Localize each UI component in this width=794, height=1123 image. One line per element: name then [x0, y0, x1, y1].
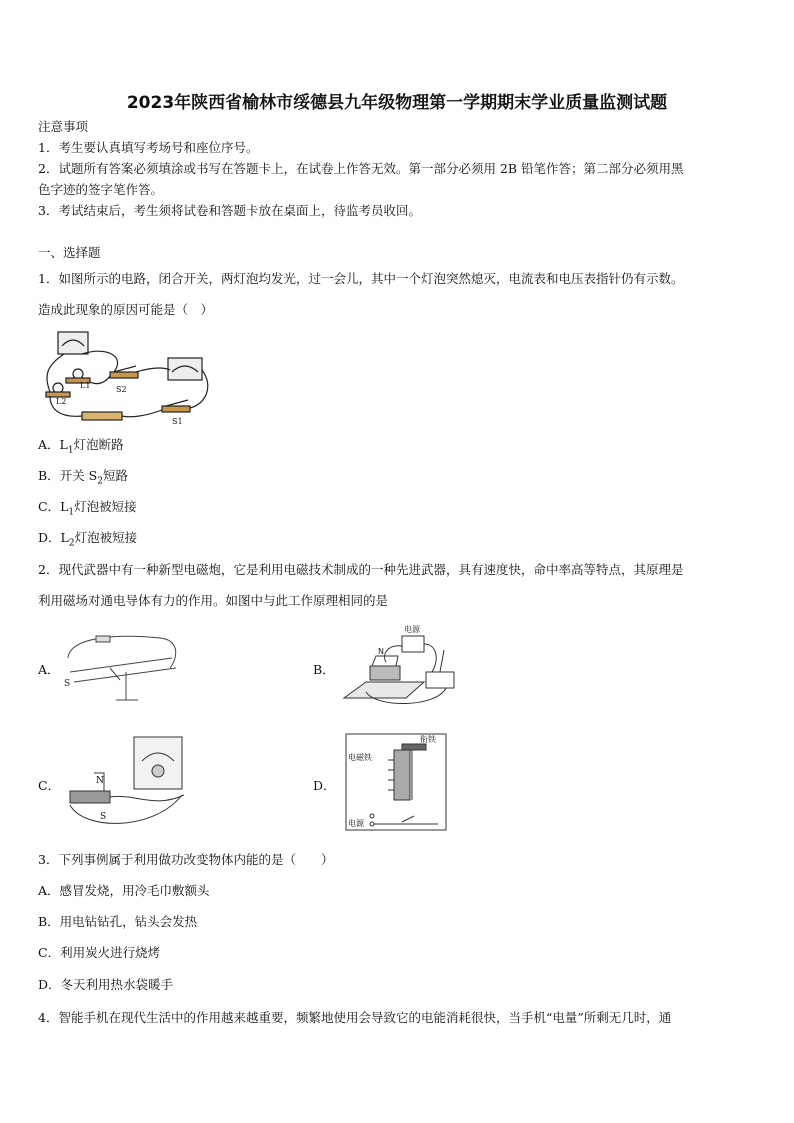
figure-a-rails — [60, 628, 190, 710]
option-a: A．感冒发烧，用冷毛巾敷额头 — [38, 883, 210, 898]
notice-item: 色字迹的签字笔作答。 — [38, 182, 164, 197]
option-d-label: D． — [313, 778, 336, 793]
fig-label-s1: S1 — [172, 417, 183, 426]
figure-b-generator — [336, 622, 468, 712]
question-2-stem-cont: 利用磁场对通电导体有力的作用。如图中与此工作原理相同的是 — [38, 593, 389, 608]
page-title: 2023年陕西省榆林市绥德县九年级物理第一学期期末学业质量监测试题 — [126, 93, 668, 113]
fig-label-s2: S2 — [116, 385, 127, 394]
question-3-stem: 3．下列事例属于利用做功改变物体内能的是（ ） — [38, 852, 334, 867]
fig-d-label-power: 电源 — [348, 819, 364, 828]
fig-b-label-n: N — [378, 647, 384, 656]
fig-label-l1: L1 — [80, 381, 91, 390]
question-4-stem: 4．智能手机在现代生活中的作用越来越重要，频繁地使用会导致它的电能消耗很快，当手机“电量”所剩无几时，通 — [38, 1010, 672, 1025]
notice-item: 3．考试结束后，考生须将试卷和答题卡放在桌面上，待监考员收回。 — [38, 203, 421, 218]
option-b: B．用电钻钻孔，钻头会发热 — [38, 914, 198, 929]
fig-c-label-n: N — [96, 776, 104, 786]
option-b-label: B． — [313, 662, 335, 677]
fig-c-label-s: S — [100, 812, 107, 822]
fig-d-label-magnet: 电磁铁 — [348, 753, 372, 762]
figure-d-relay — [342, 730, 452, 834]
fig-a-label-s: S — [64, 679, 71, 689]
question-2-stem: 2．现代武器中有一种新型电磁炮，它是利用电磁技术制成的一种先进武器，具有速度快，命中率高等特点，其原理是 — [38, 562, 684, 577]
option-d: D．冬天利用热水袋暖手 — [38, 977, 174, 992]
fig-b-label-power: 电源 — [404, 625, 420, 634]
notice-item: 1．考生要认真填写考场号和座位序号。 — [38, 140, 259, 155]
option-a: A．$L_1$灯泡断路 — [38, 437, 124, 456]
option-c-label: C． — [38, 778, 61, 793]
circuit-figure — [36, 326, 216, 430]
question-1-stem: 1．如图所示的电路，闭合开关，两灯泡均发光，过一会儿，其中一个灯泡突然熄灭，电流表和电压表指针仍有示数。 — [38, 271, 684, 286]
fig-label-l2: L2 — [56, 397, 67, 406]
figure-c-galvanometer — [64, 735, 196, 831]
option-d: D．$L_2$灯泡被短接 — [38, 530, 138, 549]
notice-heading: 注意事项 — [38, 119, 89, 134]
option-c: C．利用炭火进行烧烤 — [38, 945, 161, 960]
notice-item: 2．试题所有答案必须填涂或书写在答题卡上，在试卷上作答无效。第一部分必须用 2B 铅笔作答；第二部分必须用黑 — [38, 161, 684, 176]
fig-d-label-iron: 衔铁 — [420, 735, 436, 744]
question-1-stem-cont: 造成此现象的原因可能是（ ） — [38, 302, 214, 317]
option-a-label: A． — [38, 662, 60, 677]
section-heading: 一、选择题 — [38, 245, 101, 260]
option-b: B．开关 $S_2$短路 — [38, 468, 128, 487]
option-c: C．$L_1$灯泡被短接 — [38, 499, 137, 518]
